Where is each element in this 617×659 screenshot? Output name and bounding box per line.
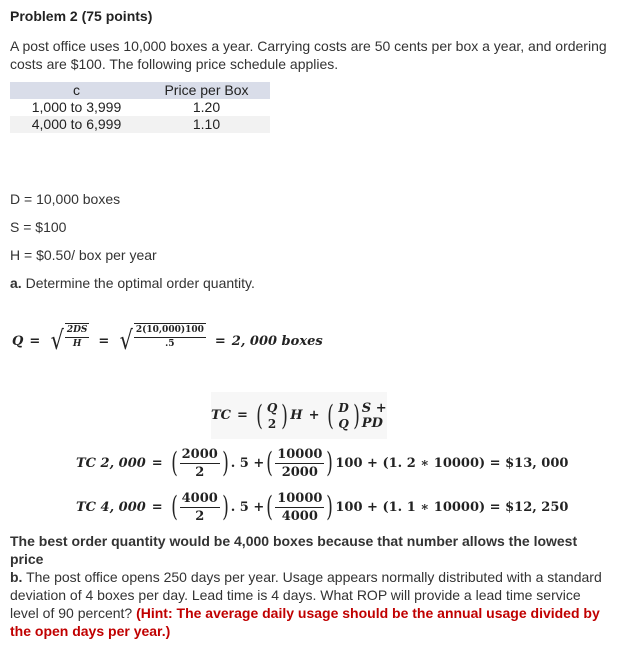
right-paren-icon: )	[222, 490, 229, 523]
frac-denominator: 4000	[281, 508, 318, 524]
eoq-lhs: Q	[12, 333, 24, 349]
conclusion-text: The best order quantity would be 4,000 boxes because that number allows the lowest price	[10, 533, 578, 567]
equals-sign: =	[237, 408, 248, 423]
left-paren-icon: (	[327, 398, 335, 432]
frac-numerator: 10000	[277, 446, 323, 462]
eoq-result: 2, 000 boxes	[231, 333, 323, 349]
tc-calc-lhs: TC 2, 000	[76, 455, 146, 471]
tc-calc-2000: TC 2, 000 = ( $\frac{2000}{2}$ ) . 5 + ( $\frac{10000}{2000}$ ) 100 + (1. 2 ∗ 10000) = $13, 000	[76, 446, 569, 480]
tc-calc-lhs: TC 4, 000	[76, 499, 146, 515]
frac-numerator: 2000	[181, 446, 218, 462]
left-paren-icon: (	[170, 446, 178, 479]
equals-sign: =	[29, 333, 41, 349]
right-paren-icon: )	[353, 398, 360, 432]
frac-numerator: 2DS	[65, 326, 90, 338]
given-holding-cost: H = $0.50/ box per year	[10, 247, 157, 263]
part-a-text: Determine the optimal order quantity.	[25, 275, 255, 291]
price-schedule-table	[10, 82, 270, 133]
radical-icon: √	[119, 326, 134, 356]
tc-calc-mid: . 5 +	[230, 499, 265, 515]
part-a-label: a.	[10, 275, 22, 291]
sqrt-numeric	[118, 323, 206, 359]
left-paren-icon: (	[266, 446, 274, 479]
frac-numerator: Q	[266, 400, 278, 415]
equals-sign: =	[214, 333, 226, 349]
frac-denominator: 2	[267, 416, 277, 431]
problem-title: Problem 2 (75 points)	[10, 8, 153, 24]
given-setup-cost: S = $100	[10, 219, 67, 235]
radical-icon: √	[50, 326, 65, 356]
part-b-label: b.	[10, 569, 23, 585]
problem-intro: A post office uses 10,000 boxes a year. Carrying costs are 50 cents per box a year, and ordering costs are $100. The following price schedule applies.	[10, 38, 607, 72]
right-paren-icon: )	[222, 446, 229, 479]
frac-numerator: 4000	[181, 490, 218, 506]
left-paren-icon: (	[170, 490, 178, 523]
tc-calc-mid: . 5 +	[230, 455, 265, 471]
frac-denominator: H	[72, 339, 82, 349]
price-cell: 1.20	[192, 99, 221, 115]
right-paren-icon: )	[281, 398, 289, 432]
frac-denominator: 2	[195, 464, 205, 480]
equals-sign: =	[98, 333, 110, 349]
tc-lhs: TC	[211, 408, 232, 423]
tc-calc-4000: TC 4, 000 = ( $\frac{4000}{2}$ ) . 5 + ( $\frac{10000}{4000}$ ) 100 + (1. 1 ∗ 10000) = $12, 250	[76, 490, 569, 524]
frac-denominator: 2	[195, 508, 205, 524]
frac-numerator: D	[338, 400, 349, 415]
tc-calc-tail: 100 + (1. 2 ∗ 10000) = $13, 000	[335, 455, 569, 471]
part-a-question	[10, 275, 255, 291]
quantity-range-cell: 4,000 to 6,999	[10, 116, 143, 133]
table-row	[10, 116, 270, 133]
hint-text: (Hint: The average daily usage should be the annual usage divided by the open days per year.)	[10, 605, 600, 639]
right-paren-icon: )	[326, 490, 334, 523]
given-demand: D = 10,000 boxes	[10, 191, 121, 207]
quantity-range-cell: 1,000 to 3,999	[31, 99, 122, 115]
frac-numerator: 10000	[277, 490, 323, 506]
part-b-question	[10, 568, 610, 640]
right-paren-icon: )	[326, 446, 334, 479]
column-header-quantity: c	[10, 82, 143, 99]
column-header-price: Price per Box	[143, 82, 270, 99]
table-row	[10, 99, 270, 116]
eoq-formula	[12, 318, 323, 364]
tc-calc-tail: 100 + (1. 1 ∗ 10000) = $12, 250	[335, 499, 569, 515]
left-paren-icon: (	[266, 490, 274, 523]
frac-denominator: 2000	[281, 464, 318, 480]
price-cell: 1.10	[143, 116, 270, 133]
plus-sign: +	[308, 408, 320, 423]
total-cost-formula	[211, 392, 387, 439]
frac-numerator: 2(10,000)100	[134, 326, 206, 338]
tc-h: H	[290, 408, 303, 423]
frac-denominator: .5	[165, 339, 175, 349]
sqrt-2ds-over-h	[49, 323, 89, 359]
table-header-row	[10, 82, 270, 99]
part-b-text: The post office opens 250 days per year. Usage appears normally distributed with a standard deviation of 4 boxes per day. Lead time is 4 days. What ROP will provide a lead time service level of 90 percent?	[10, 569, 602, 621]
tc-tail: S + PD	[361, 400, 387, 431]
left-paren-icon: (	[256, 398, 263, 432]
frac-denominator: Q	[338, 416, 349, 431]
